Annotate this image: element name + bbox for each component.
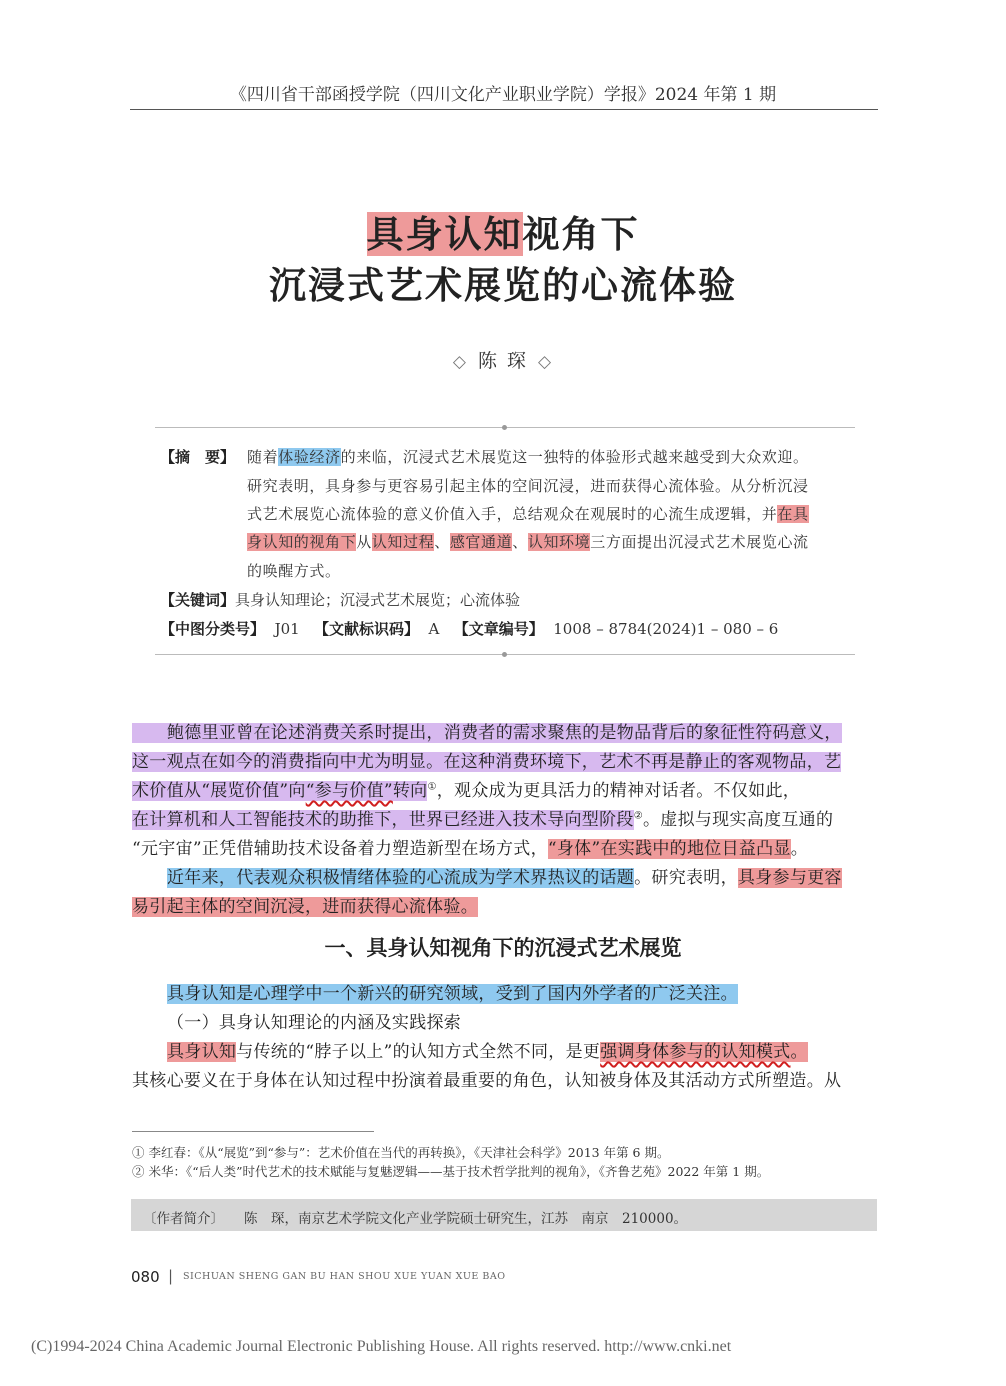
- body-highlight: 。: [460, 897, 479, 917]
- body-highlight: 。: [790, 1042, 808, 1062]
- abstract-line-1: [247, 446, 809, 467]
- page-number: 080: [131, 1268, 160, 1286]
- author-line: [0, 346, 1006, 373]
- body-line: [132, 892, 478, 917]
- footnote-rule: [132, 1131, 374, 1132]
- body-highlight-wavy: “参与价值”: [305, 781, 393, 801]
- abstract-text: 的来临，沉浸式艺术展览这一独特的体验形式越来越受到大众欢迎。: [340, 448, 809, 466]
- section-heading: 一、具身认知视角下的沉浸式艺术展览: [324, 936, 682, 960]
- abstract-text: 随着: [247, 448, 279, 466]
- article-title-line2: 沉浸式艺术展览的心流体验: [269, 263, 737, 307]
- article-title-line1: [0, 204, 1006, 258]
- body-line: [132, 718, 842, 743]
- body-highlight: 近年来，代表观众积极情绪体验的心流成为学术界热议的话题: [167, 868, 635, 888]
- rule-dot: [502, 652, 507, 657]
- body-highlight: 具身认知是心理学中一个新兴的研究领域，受到了国内外学者的广泛关注: [167, 984, 721, 1004]
- abstract-line-2: 研究表明，具身参与更容易引起主体的空间沉浸，进而获得心流体验。从分析沉浸: [247, 477, 809, 495]
- body-line: [132, 776, 800, 801]
- body-line: [132, 805, 833, 830]
- footnote-ref[interactable]: ①: [427, 781, 437, 793]
- rule-dot: [502, 425, 507, 430]
- body-text: 。虚拟与现实高度互通的: [642, 810, 834, 830]
- journal-romanized: SICHUAN SHENG GAN BU HAN SHOU XUE YUAN XUE BAO: [183, 1271, 506, 1282]
- body-highlight: 术价值从“展览价值”向: [132, 781, 306, 801]
- title-highlight: 具身认知: [366, 212, 523, 256]
- author-note-label: 〔作者简介〕: [143, 1211, 224, 1227]
- doc-code-value: A: [428, 620, 440, 638]
- body-highlight: 。: [720, 984, 738, 1004]
- page-separator: |: [168, 1267, 174, 1285]
- abstract-line-3: [247, 503, 809, 524]
- keywords-label: 【关键词】: [160, 591, 236, 609]
- body-text: “元宇宙”正凭借辅助技术设备着力塑造新型在场方式，: [132, 839, 548, 859]
- clc-value: J01: [274, 620, 300, 638]
- body-text: 。研究表明，: [634, 868, 738, 888]
- body-highlight: 具身认知: [167, 1042, 237, 1062]
- abstract-text: 、: [512, 533, 528, 551]
- clc-label: 【中图分类号】: [160, 620, 266, 638]
- abstract-line-5: 的唤醒方式。: [247, 562, 341, 580]
- body-line: [132, 747, 841, 772]
- body-highlight-wavy: 强调身体参与的认知模式: [600, 1042, 791, 1062]
- abstract-highlight: 在具: [777, 505, 809, 523]
- body-line: [167, 863, 842, 888]
- footnote-1: ① 李红春：《从“展览”到“参与”：艺术价值在当代的再转换》，《天津社会科学》2013 年第 6 期。: [132, 1145, 670, 1160]
- abstract-highlight: 体验经济: [278, 448, 341, 466]
- abstract-text: 式艺术展览心流体验的意义价值入手，总结观众在观展时的心流生成逻辑，并: [247, 505, 778, 523]
- abstract-highlight: 认知过程: [371, 533, 435, 551]
- body-text: 。: [790, 839, 809, 859]
- journal-header: 《四川省干部函授学院（四川文化产业职业学院）学报》2024 年第 1 期: [229, 85, 777, 105]
- abstract-text: 、: [434, 533, 450, 551]
- abstract-text: 从: [356, 533, 372, 551]
- article-number-label: 【文章编号】: [453, 620, 544, 638]
- body-highlight: 转向: [392, 781, 428, 801]
- body-line: [167, 979, 738, 1004]
- body-highlight: 这一观点在如今的消费指向中尤为明显。在这种消费环境下，艺术不再是静止的客观物品，艺: [132, 752, 842, 772]
- body-line: [167, 1037, 808, 1062]
- diamond-icon: ◇: [452, 352, 468, 372]
- body-line: [132, 834, 808, 859]
- body-highlight: 鲍德里亚曾在论述消费关系时提出，消费者的需求聚焦的是物品背后的象征性符码意义，: [132, 723, 842, 743]
- article-number-value: 1008 – 8784(2024)1 – 080 – 6: [553, 620, 779, 638]
- body-text: ，观众成为更具活力的精神对话者。不仅如此，: [436, 781, 801, 801]
- copyright-line: (C)1994-2024 China Academic Journal Electronic Publishing House. All rights reserved. http://www.cnki.net: [31, 1338, 732, 1355]
- header-rule: [130, 109, 878, 110]
- abstract-label: 【摘 要】: [160, 448, 236, 466]
- title-line1-rest: 视角下: [522, 212, 640, 256]
- classification-line: [160, 618, 778, 639]
- subsection-heading: （一）具身认知理论的内涵及实践探索: [167, 1013, 462, 1033]
- author-note-bar: [131, 1199, 877, 1231]
- diamond-icon: ◇: [538, 352, 554, 372]
- abstract-highlight: 认知环境: [527, 533, 591, 551]
- body-text: 与传统的“脖子以上”的认知方式全然不同，是更: [236, 1042, 601, 1062]
- body-highlight: 具身参与更容: [737, 868, 842, 888]
- body-highlight: 易引起主体的空间沉浸，进而获得心流体验: [132, 897, 461, 917]
- body-line: 其核心要义在于身体在认知过程中扮演着最重要的角色，认知被身体及其活动方式所塑造。从: [132, 1071, 842, 1091]
- doc-code-label: 【文献标识码】: [313, 620, 419, 638]
- body-highlight: 在计算机和人工智能技术的助推下，世界已经进入技术导向型阶段: [132, 810, 634, 830]
- abstract-highlight: 身认知的视角下: [247, 533, 357, 551]
- author-name: 陈 琛: [477, 350, 529, 372]
- abstract-text: 三方面提出沉浸式艺术展览心流: [590, 533, 809, 551]
- abstract-line-4: [247, 531, 809, 552]
- abstract-highlight: 感官通道: [449, 533, 513, 551]
- footnote-2: ② 米华：《“后人类”时代艺术的技术赋能与复魅逻辑——基于技术哲学批判的视角》，《齐鲁艺苑》2022 年第 1 期。: [132, 1164, 770, 1179]
- keywords-line: [160, 589, 520, 610]
- body-highlight: “身体”在实践中的地位日益凸显: [547, 839, 791, 859]
- footnote-ref[interactable]: ②: [633, 810, 643, 822]
- keywords-value: 具身认知理论；沉浸式艺术展览；心流体验: [235, 591, 521, 609]
- author-note-value: 陈 琛，南京艺术学院文化产业学院硕士研究生，江苏 南京 210000。: [244, 1211, 688, 1227]
